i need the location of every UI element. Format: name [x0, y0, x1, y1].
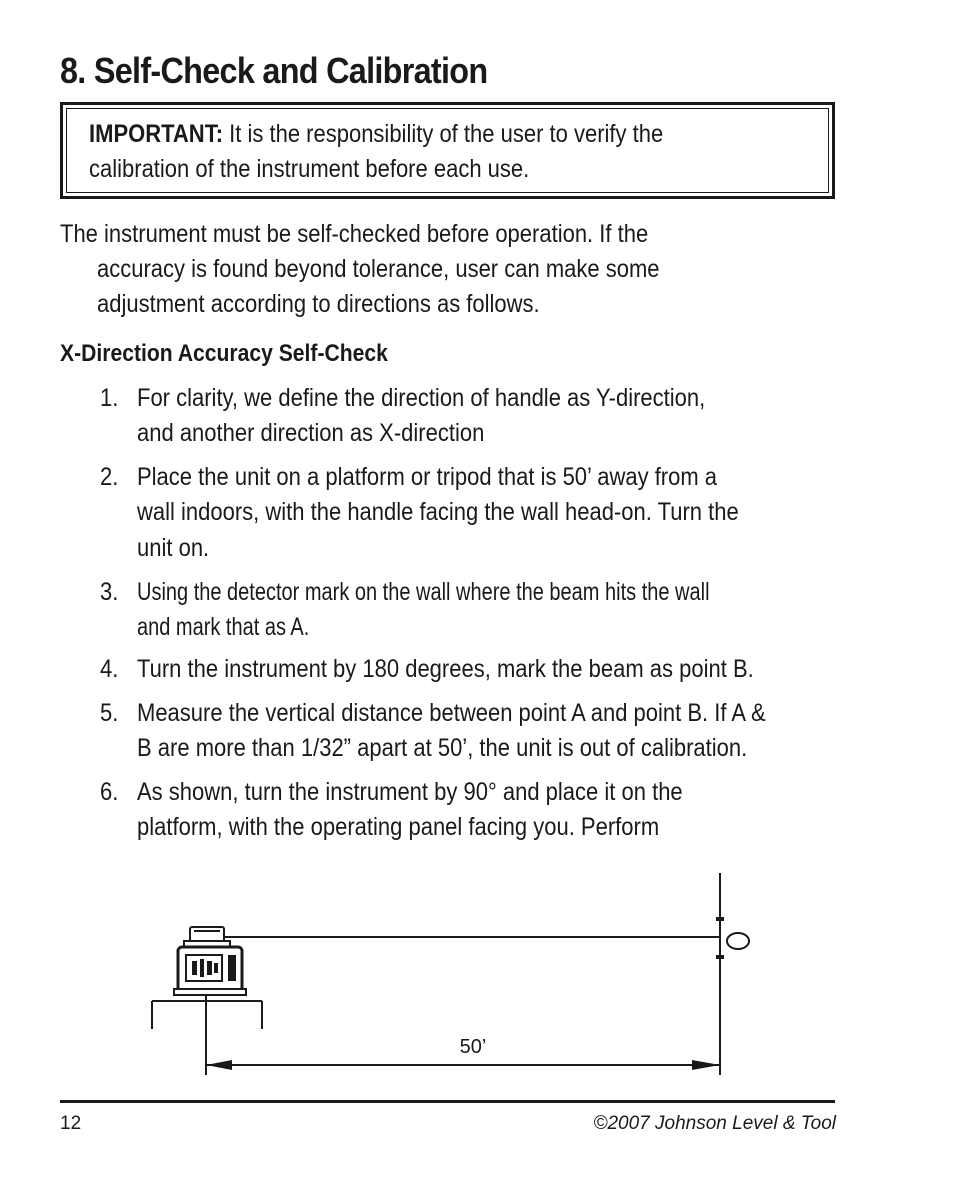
important-notice-line-2: calibration of the instrument before each use. — [89, 155, 530, 183]
step-text: platform, with the operating panel facing you. Perform — [137, 813, 660, 841]
step-number: 4. — [100, 655, 119, 683]
step-text: and another direction as X-direction — [137, 419, 485, 447]
important-label: IMPORTANT: — [89, 120, 224, 148]
step-text: Place the unit on a platform or tripod that is 50’ away from a — [137, 463, 718, 491]
intro-line-1: The instrument must be self-checked before operation. If the — [60, 220, 649, 248]
distance-label: 50’ — [459, 1036, 487, 1058]
step-text: wall indoors, with the handle facing the wall head-on. Turn the — [137, 498, 739, 526]
dimension-arrow-right — [692, 1060, 720, 1070]
calibration-distance-diagram — [140, 865, 760, 1080]
page-title: 8. Self-Check and Calibration — [60, 50, 488, 91]
step-number: 2. — [100, 463, 119, 491]
important-notice-box — [60, 102, 835, 199]
step-number: 5. — [100, 699, 119, 727]
step-text: Turn the instrument by 180 degrees, mark the beam as point B. — [137, 655, 754, 683]
step-text: Using the detector mark on the wall where the beam hits the wall — [137, 578, 710, 606]
step-text: and mark that as A. — [137, 613, 310, 641]
step-text: B are more than 1/32” apart at 50’, the unit is out of calibration. — [137, 734, 748, 762]
wall-tick — [716, 917, 724, 921]
step-text: Measure the vertical distance between point A and point B. If A & — [137, 699, 766, 727]
step-text: unit on. — [137, 534, 210, 562]
step-text: For clarity, we define the direction of handle as Y-direction, — [137, 384, 706, 412]
step-number: 3. — [100, 578, 119, 606]
step-text: As shown, turn the instrument by 90° and place it on the — [137, 778, 683, 806]
beam-target-mark — [727, 933, 749, 949]
important-notice-line-1 — [89, 120, 663, 149]
important-text-1: It is the responsibility of the user to verify the — [223, 120, 664, 148]
page-number: 12 — [60, 1113, 82, 1134]
wall-tick — [716, 955, 724, 959]
footer-divider — [60, 1100, 835, 1103]
intro-line-2: accuracy is found beyond tolerance, user can make some — [97, 255, 660, 283]
dimension-arrow-left — [206, 1060, 232, 1070]
section-heading: X-Direction Accuracy Self-Check — [60, 340, 388, 367]
step-number: 1. — [100, 384, 119, 412]
step-number: 6. — [100, 778, 119, 806]
copyright-notice: ©2007 Johnson Level & Tool — [593, 1113, 836, 1134]
intro-line-3: adjustment according to directions as follows. — [97, 290, 540, 318]
